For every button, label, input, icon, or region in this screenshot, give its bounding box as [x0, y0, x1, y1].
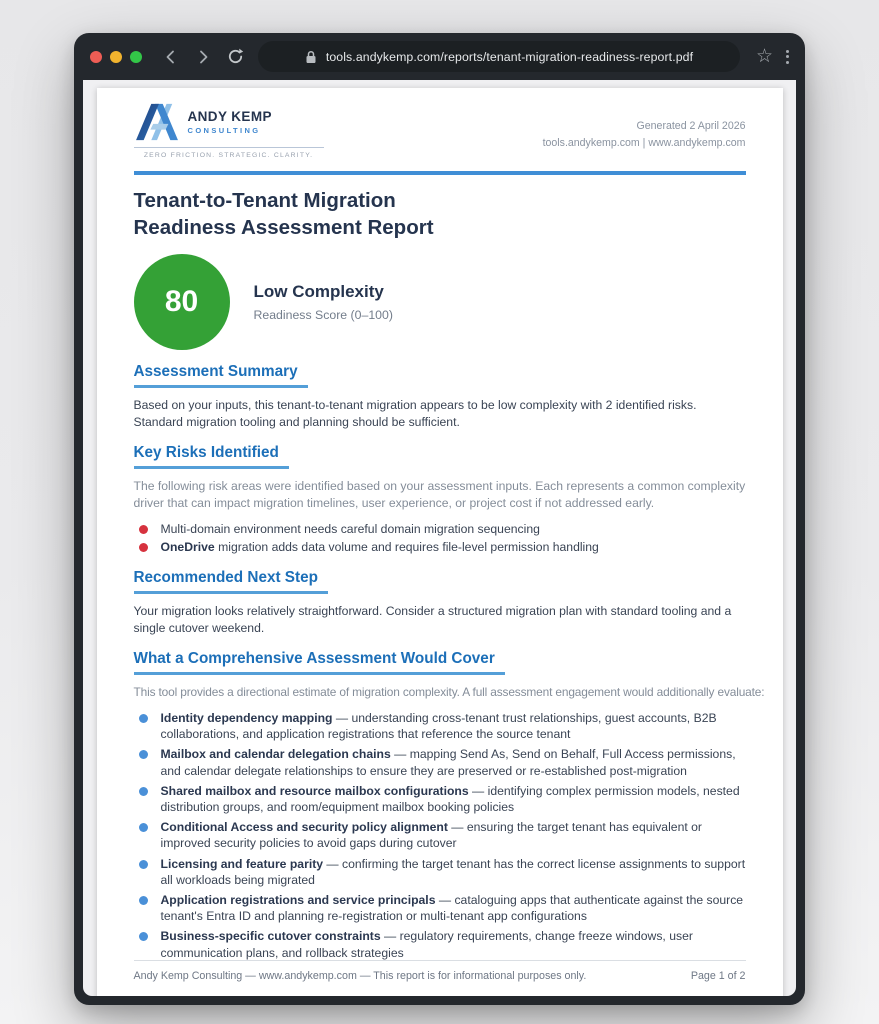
coverage-intro: This tool provides a directional estimate of migration complexity. A full assessment engagement would additionally evaluate:	[133, 685, 765, 699]
readiness-score-badge	[134, 254, 230, 350]
risks-intro: The following risk areas were identified based on your assessment inputs. Each represents a common complexity driver that can impact migration timelines, user experience, or project cost if not addressed early.	[133, 479, 746, 510]
summary-body: Based on your inputs, this tenant-to-tenant migration appears to be low complexity with 2 identified risks. Standard migration tooling and planning should be sufficient.	[133, 398, 697, 429]
score-value: 80	[164, 285, 199, 318]
coverage-list-item: Business-specific cutover constraints — regulatory requirements, change freeze windows, user communication plans, and rollback strategies	[134, 928, 746, 960]
coverage-bullet-icon	[139, 787, 148, 796]
coverage-list-item: Conditional Access and security policy alignment — ensuring the target tenant has equivalent or improved security policies to avoid gaps during cutover	[134, 819, 746, 851]
andy-kemp-logo-icon	[134, 102, 180, 142]
coverage-list-item: Identity dependency mapping — understanding cross-tenant trust relationships, guest accounts, B2B collaborations, and application registrations that reference the source tenant	[134, 710, 746, 742]
reload-icon	[226, 47, 245, 66]
section-heading-next-step: Recommended Next Step	[134, 569, 328, 594]
page-indicator: Page 1 of 2	[690, 970, 746, 982]
close-button[interactable]	[90, 51, 102, 63]
generated-date: Generated 2 April 2026	[636, 120, 746, 132]
section-heading-summary: Assessment Summary	[134, 363, 308, 388]
brand-block	[134, 102, 324, 159]
coverage-bullet-icon	[139, 932, 148, 941]
brand-name: ANDY KEMP	[187, 109, 272, 124]
coverage-bullet-icon	[139, 860, 148, 869]
coverage-list-item: Application registrations and service principals — cataloguing apps that authenticate against the source tenant's Entra ID and planning re-registration or multi-tenant app configurations	[134, 892, 746, 924]
coverage-bullet-icon	[139, 750, 148, 759]
coverage-bullet-icon	[139, 896, 148, 905]
brand-tagline: ZERO FRICTION. STRATEGIC. CLARITY.	[143, 152, 314, 159]
brand-subtitle: CONSULTING	[187, 126, 261, 135]
bookmark-star-button[interactable]	[756, 47, 773, 66]
report-title	[134, 187, 746, 241]
pdf-page	[97, 88, 783, 996]
document-header	[134, 102, 746, 159]
risk-bullet-icon	[139, 525, 148, 534]
score-block	[134, 254, 746, 350]
url-text: tools.andykemp.com/reports/tenant-migration-readiness-report.pdf	[325, 49, 694, 64]
risk-list	[134, 521, 746, 556]
coverage-list-item: Shared mailbox and resource mailbox configurations — identifying complex permission models, nested distribution groups, and room/equipment mailbox booking policies	[134, 783, 746, 815]
menu-icon	[786, 50, 789, 53]
url-bar[interactable]	[258, 41, 740, 72]
risk-list-item: OneDrive migration adds data volume and requires file-level permission handling	[134, 539, 746, 556]
coverage-list-item: Licensing and feature parity — confirming the target tenant has the correct license assignments to support all workloads being migrated	[134, 856, 746, 888]
document-meta	[543, 118, 746, 152]
document-footer	[134, 960, 746, 982]
reload-button[interactable]	[224, 46, 246, 68]
star-icon: ☆	[755, 46, 773, 67]
risk-list-item: Multi-domain environment needs careful domain migration sequencing	[134, 521, 746, 538]
coverage-bullet-icon	[139, 823, 148, 832]
maximize-button[interactable]	[130, 51, 142, 63]
lock-icon	[305, 50, 317, 64]
browser-window	[74, 33, 805, 1005]
footer-disclaimer: Andy Kemp Consulting — www.andykemp.com — This report is for informational purposes only.	[133, 970, 587, 982]
score-caption: Readiness Score (0–100)	[253, 308, 393, 322]
site-links: tools.andykemp.com | www.andykemp.com	[542, 137, 746, 149]
section-heading-risks: Key Risks Identified	[134, 444, 289, 469]
header-rule	[134, 171, 746, 175]
coverage-bullet-icon	[139, 714, 148, 723]
report-title-line2: Readiness Assessment Report	[133, 216, 434, 239]
coverage-list-item: Mailbox and calendar delegation chains — mapping Send As, Send on Behalf, Full Access permissions, and calendar delegate relationships to ensure they are preserved or re-established post-migration	[134, 746, 746, 778]
risk-bullet-icon	[139, 543, 148, 552]
pdf-viewport[interactable]	[83, 80, 796, 996]
coverage-list	[134, 710, 746, 961]
minimize-button[interactable]	[110, 51, 122, 63]
browser-toolbar	[74, 33, 805, 80]
back-icon	[162, 48, 180, 66]
section-heading-coverage: What a Comprehensive Assessment Would Cover	[134, 650, 505, 675]
forward-button[interactable]	[192, 46, 214, 68]
back-button[interactable]	[160, 46, 182, 68]
next-step-body: Your migration looks relatively straightforward. Consider a structured migration plan with standard tooling and a single cutover weekend.	[133, 604, 732, 635]
forward-icon	[194, 48, 212, 66]
brand-divider	[134, 147, 324, 148]
report-title-line1: Tenant-to-Tenant Migration	[133, 189, 396, 212]
browser-menu-button[interactable]	[786, 50, 789, 64]
complexity-label: Low Complexity	[253, 282, 384, 301]
